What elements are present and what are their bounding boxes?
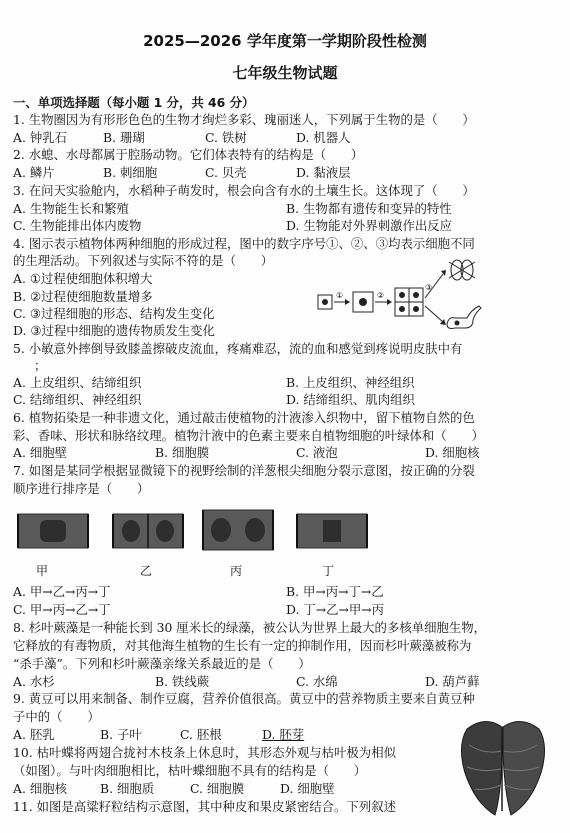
option-a: A. 鳞片: [13, 165, 55, 180]
question-stem-cont: 顺序进行排序是（ ）: [13, 481, 150, 496]
question-stem: 2. 水螅、水母都属于腔肠动物。它们体表特有的结构是（ ）: [13, 147, 364, 162]
cell-image-jia: [18, 510, 88, 552]
figure-label: 甲: [36, 564, 49, 578]
option-c: C. 生物能排出体内废物: [13, 218, 142, 233]
question-stem: 1. 生物圈因为有形形色色的生物才绚烂多彩、瑰丽迷人，下列属于生物的是（ ）: [13, 112, 475, 127]
option-a: A. 钟乳石: [13, 130, 67, 145]
option-a: A. ①过程使细胞体积增大: [13, 271, 153, 286]
question-stem-cont: （如图）。与叶肉细胞相比，枯叶蝶细胞不具有的结构是（ ）: [13, 763, 367, 778]
option-c: C. 液泡: [296, 445, 338, 460]
option-b: B. 生物都有遗传和变异的特性: [286, 201, 452, 216]
option-d: D. ③过程中细胞的遗传物质发生变化: [13, 323, 215, 338]
question-stem: 5. 小敏意外摔倒导致膝盖擦破皮流血，疼痛难忍，流的血和感觉到疼说明皮肤中有: [13, 341, 463, 356]
question-stem: 3. 在问天实验舱内，水稻种子萌发时，根会向含有水的土壤生长。这体现了（ ）: [13, 183, 475, 198]
question-stem-cont: 彩、香味、形状和脉络纹理。植物汁液中的色素主要来自植物细胞的叶绿体和（ ）: [13, 428, 484, 443]
option-c: C. 细胞膜: [190, 781, 245, 796]
step-label: ①: [336, 291, 344, 300]
option-d: D. 机器人: [296, 130, 351, 145]
option-a: A. 细胞核: [13, 781, 67, 796]
option-a: A. 甲→乙→丙→丁: [13, 584, 111, 599]
option-b: B. 细胞质: [100, 781, 155, 796]
option-c: C. 胚根: [180, 727, 222, 742]
option-d: D. 葫芦藓: [425, 674, 480, 689]
option-c: C. 甲→丙→乙→丁: [13, 602, 111, 617]
cell-division-diagram: [315, 258, 505, 338]
section-heading: 一、单项选择题（每小题 1 分，共 46 分）: [13, 95, 255, 110]
question-stem: 4. 图示表示植物体两种细胞的形成过程，图中的数字序号①、②、③均表示细胞不同: [13, 236, 475, 251]
question-stem-cont: 的生理活动。下列叙述与实际不符的是（ ）: [13, 253, 274, 268]
option-c: C. 水绵: [296, 674, 338, 689]
step-label: ②: [377, 291, 385, 300]
option-d: D. 胚芽: [262, 727, 305, 742]
question-stem-cont: ；: [34, 358, 47, 373]
option-b: B. 甲→丙→丁→乙: [286, 584, 384, 599]
step-label: ③: [425, 283, 433, 292]
option-a: A. 上皮组织、结缔组织: [13, 375, 142, 390]
leaf-butterfly-image: [455, 715, 550, 820]
question-stem: 6. 植物拓染是一种非遗文化，通过敲击使植物的汁液渗入织物中，留下植物自然的色: [13, 410, 475, 425]
cell-image-bing: [203, 506, 273, 554]
option-b: B. 上皮组织、神经组织: [286, 375, 415, 390]
exam-title: 2025—2026 学年度第一学期阶段性检测: [143, 32, 427, 50]
question-stem: 9. 黄豆可以用来制备、制作豆腐，营养价值很高。黄豆中的营养物质主要来自黄豆种: [13, 691, 475, 706]
option-d: D. 细胞核: [425, 445, 480, 460]
option-a: A. 生物能生长和繁殖: [13, 201, 129, 216]
option-a: A. 胚乳: [13, 727, 55, 742]
question-stem: 10. 枯叶蝶将两翅合拢衬木枝条上休息时，其形态外观与枯叶极为相似: [13, 745, 396, 760]
option-b: B. 铁线蕨: [155, 674, 210, 689]
option-c: C. 贝壳: [205, 165, 247, 180]
option-c: C. 结缔组织、神经组织: [13, 392, 142, 407]
question-stem-cont: 它释放的有毒物质，对其他海生植物的生长有一定的抑制作用，因而杉叶蕨藻被称为: [13, 638, 472, 653]
option-d: D. 细胞壁: [280, 781, 335, 796]
question-stem-cont: “杀手藻”。下列和杉叶蕨藻亲缘关系最近的是（ ）: [13, 656, 311, 671]
question-stem: 11. 如图是高粱籽粒结构示意图，其中种皮和果皮紧密结合。下列叙述: [13, 799, 396, 814]
option-b: B. 珊瑚: [103, 130, 145, 145]
question-stem: 7. 如图是某同学根据显微镜下的视野绘制的洋葱根尖细胞分裂示意图，按正确的分裂: [13, 463, 475, 478]
exam-subtitle: 七年级生物试题: [232, 64, 338, 82]
cell-image-yi: [113, 510, 183, 552]
option-a: A. 细胞壁: [13, 445, 67, 460]
cell-image-ding: [297, 510, 367, 552]
option-c: C. 铁树: [205, 130, 247, 145]
figure-label: 丙: [230, 564, 243, 578]
option-b: B. 细胞膜: [155, 445, 210, 460]
option-d: D. 丁→乙→甲→丙: [286, 602, 385, 617]
option-d: D. 黏液层: [296, 165, 351, 180]
question-stem: 8. 杉叶蕨藻是一种能长到 30 厘米长的绿藻，被公认为世界上最大的多核单细胞生物，: [13, 620, 487, 635]
option-b: B. ②过程使细胞数量增多: [13, 289, 153, 304]
option-d: D. 结缔组织、肌肉组织: [286, 392, 415, 407]
option-a: A. 水杉: [13, 674, 55, 689]
option-b: B. 刺细胞: [103, 165, 158, 180]
figure-label: 乙: [140, 564, 153, 578]
figure-label: 丁: [322, 564, 335, 578]
option-d: D. 生物能对外界刺激作出反应: [286, 218, 453, 233]
option-c: C. ③过程细胞的形态、结构发生变化: [13, 306, 215, 321]
option-b: B. 子叶: [100, 727, 142, 742]
question-stem-cont: 子中的（ ）: [13, 709, 100, 724]
